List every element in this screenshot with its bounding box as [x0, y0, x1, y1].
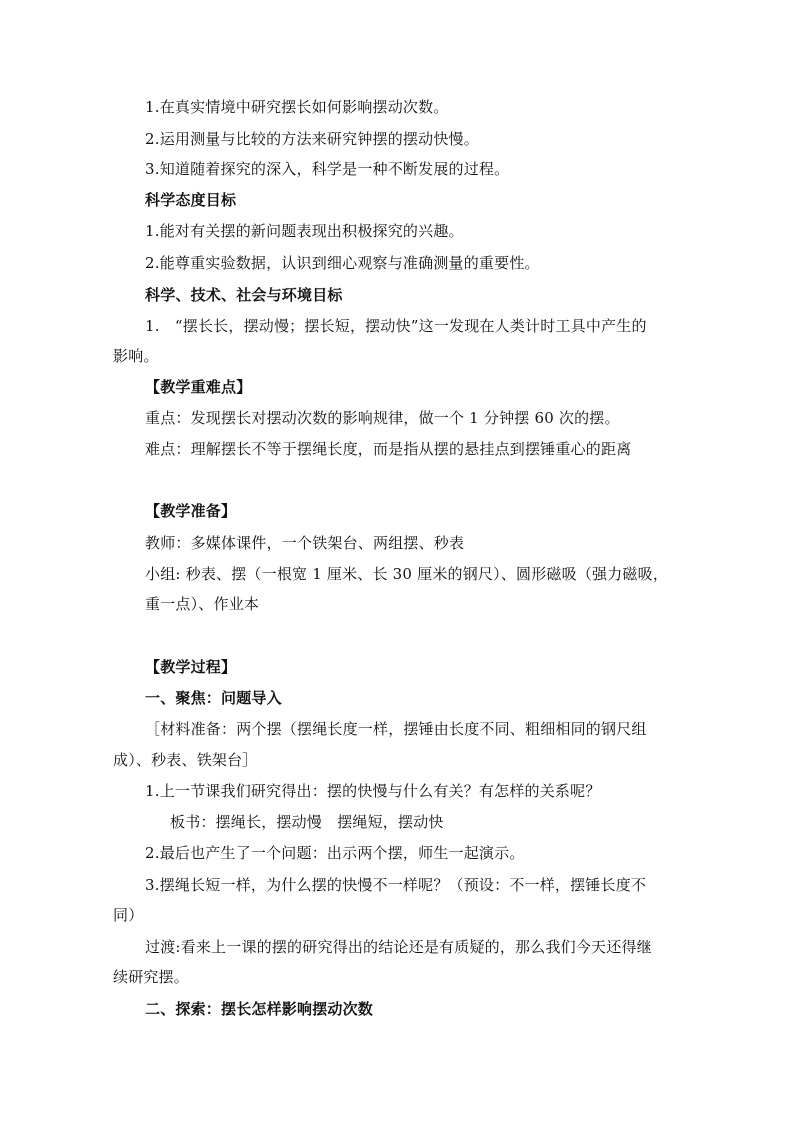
board-writing-line: 板书：摆绳长，摆动慢 摆绳短，摆动快	[170, 813, 444, 831]
heading-attitude-goals: 科学态度目标	[145, 191, 237, 209]
process-step-1: 1.上一节课我们研究得出：摆的快慢与什么有关？有怎样的关系呢？	[145, 782, 601, 800]
heading-process: 【教学过程】	[145, 658, 237, 676]
transition-line-cont: 续研究摆。	[113, 968, 190, 986]
key-point-line: 重点：发现摆长对摆动次数的影响规律，做一个 1 分钟摆 60 次的摆。	[145, 409, 620, 427]
heading-section-1: 一、聚焦：问题导入	[145, 689, 282, 707]
process-step-3: 3.摆绳长短一样，为什么摆的快慢不一样呢？（预设：不一样，摆锤长度不	[145, 876, 647, 894]
process-step-3-cont: 同）	[113, 906, 144, 924]
group-materials-line: 小组: 秒表、摆（一根宽 1 厘米、长 30 厘米的钢尺）、圆形磁吸（强力磁吸，	[145, 565, 669, 583]
sts-line-1-cont: 影响。	[113, 347, 159, 365]
objective-line-3: 3.知道随着探究的深入，科学是一种不断发展的过程。	[145, 160, 510, 178]
attitude-line-2: 2.能尊重实验数据，认识到细心观察与准确测量的重要性。	[145, 254, 540, 272]
heading-key-points: 【教学重难点】	[145, 378, 252, 396]
attitude-line-1: 1.能对有关摆的新问题表现出积极探究的兴趣。	[145, 222, 464, 240]
sts-line-1: 1. “摆长长，摆动慢；摆长短，摆动快”这一发现在人类计时工具中产生的	[145, 317, 647, 335]
heading-section-2: 二、探索：摆长怎样影响摆动次数	[145, 1000, 374, 1018]
materials-note-line-cont: 成）、秒表、铁架台］	[113, 751, 258, 769]
transition-line: 过渡:看来上一课的摆的研究得出的结论还是有质疑的，那么我们今天还得继	[145, 938, 652, 956]
objective-line-1: 1.在真实情境中研究摆长如何影响摆动次数。	[145, 98, 449, 116]
materials-note-line: ［材料准备：两个摆（摆绳长度一样，摆锤由长度不同、粗细相同的钢尺组	[145, 720, 647, 738]
heading-sts-goals: 科学、技术、社会与环境目标	[145, 286, 343, 304]
difficulty-line: 难点：理解摆长不等于摆绳长度，而是指从摆的悬挂点到摆锤重心的距离	[145, 440, 632, 458]
objective-line-2: 2.运用测量与比较的方法来研究钟摆的摆动快慢。	[145, 130, 479, 148]
teacher-materials-line: 教师：多媒体课件，一个铁架台、两组摆、秒表	[145, 534, 465, 552]
heading-preparation: 【教学准备】	[145, 502, 237, 520]
process-step-2: 2.最后也产生了一个问题：出示两个摆，师生一起演示。	[145, 844, 525, 862]
group-materials-line-cont: 重一点）、作业本	[145, 595, 260, 613]
